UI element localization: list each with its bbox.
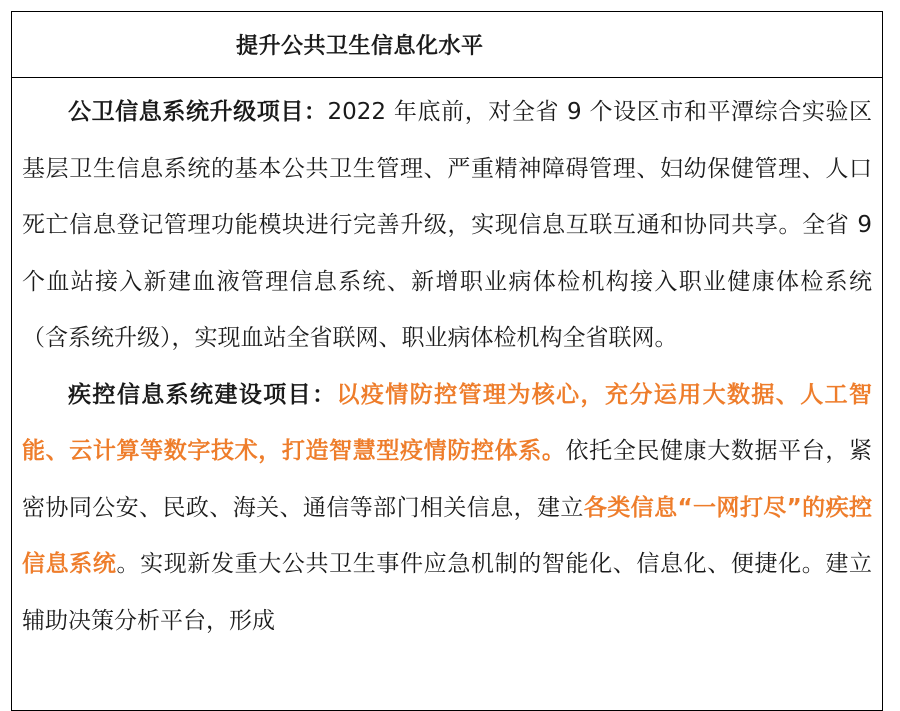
paragraph-public-health-upgrade xyxy=(22,84,872,367)
paragraph-text: 。实现新发重大公共卫生事件应急机制的智能化、信息化、便捷化。建立辅助决策分析平台，形成 xyxy=(22,551,873,634)
highlighted-text: 以疫情防控管理为核心，充分运用大数据、人工智能、云计算等数字技术，打造智慧型疫情防控体系。 xyxy=(22,381,872,464)
paragraph-text: 依托全民健康大数据平台，紧密协同公安、民政、海关、通信等部门相关信息，建立 xyxy=(22,438,873,521)
document-title: 提升公共卫生信息化水平 xyxy=(236,34,484,59)
document-box xyxy=(11,11,883,711)
paragraph-text: 2022 年底前，对全省 9 个设区市和平潭综合实验区基层卫生信息系统的基本公共卫生管理、严重精神障碍管理、妇幼保健管理、人口死亡信息登记管理功能模块进行完善升级，实现信息互联互通和协同共享。全省 9 个血站接入新建血液管理信息系统、新增职业病体检机构接入职业健康体检系统（含系统升级），实现血站全省联网、职业病体检机构全省联网。 xyxy=(22,99,872,351)
document-body xyxy=(12,78,882,649)
highlighted-text: 各类信息“一网打尽”的疾控信息系统 xyxy=(22,494,872,577)
paragraph-lead: 疾控信息系统建设项目： xyxy=(68,381,337,408)
document-header xyxy=(12,12,882,78)
paragraph-lead: 公卫信息系统升级项目： xyxy=(68,99,328,125)
paragraph-disease-control-system xyxy=(22,367,872,650)
